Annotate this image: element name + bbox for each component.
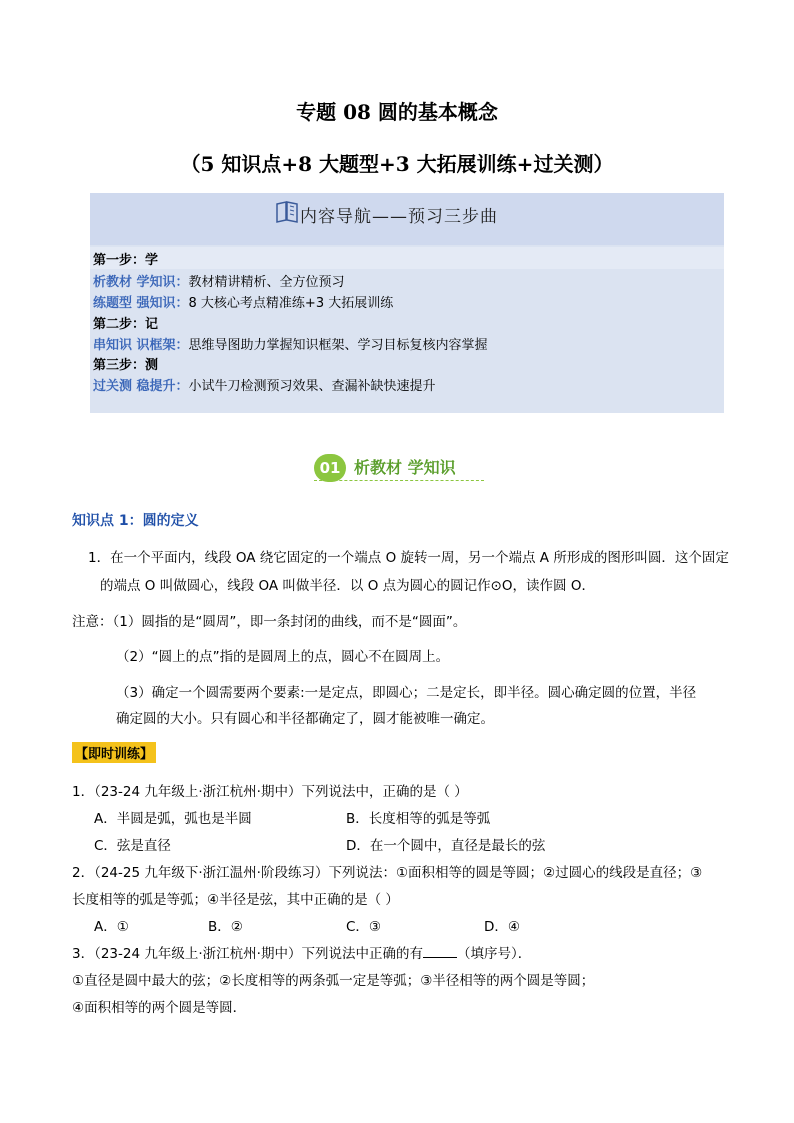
nav-row-4-text: 小试牛刀检测预习效果、查漏补缺快速提升: [188, 379, 436, 394]
nav-row-3-text: 思维导图助力掌握知识框架、学习目标复核内容掌握: [188, 338, 488, 353]
question-3-stem-post: （填序号）．: [456, 946, 532, 962]
step-3-label: 第三步：测: [93, 358, 159, 373]
nav-row-2-label: 练题型 强知识：: [93, 296, 189, 311]
question-1-option-d: D．在一个圆中，直径是最长的弦: [346, 838, 546, 854]
document-title: 专题 08 圆的基本概念: [296, 100, 498, 124]
nav-row-4-label: 过关测 稳提升：: [93, 379, 189, 394]
note-3-line-2: 确定圆的大小。只有圆心和半径都确定了，圆才能被唯一确定。: [116, 711, 494, 727]
question-2-option-a: A．①: [94, 919, 129, 935]
step-1-label: 第一步：学: [93, 253, 159, 268]
content-nav-band: [90, 247, 724, 269]
note-3-line-1: （3）确定一个圆需要两个要素:一是定点，即圆心；二是定长，即半径。圆心确定圆的位置，半径: [116, 685, 697, 701]
nav-row-2-text: 8 大核心考点精准练+3 大拓展训练: [188, 296, 394, 311]
answer-blank[interactable]: [423, 945, 457, 958]
question-1-stem: 1．（23-24 九年级上·浙江杭州·期中）下列说法中，正确的是（ ）: [72, 784, 468, 800]
nav-row-3-label: 串知识 识框架：: [93, 338, 189, 353]
nav-row-2: [93, 292, 393, 311]
definition-line-1: 1．在一个平面内，线段 OA 绕它固定的一个端点 O 旋转一周，另一个端点 A 所形成的图形叫圆．这个固定: [88, 550, 729, 566]
nav-row-1: [93, 271, 345, 290]
question-2-option-d: D．④: [484, 919, 520, 935]
question-3-stem: [72, 942, 531, 962]
question-3-line-2: ①直径是圆中最大的弦；②长度相等的两条弧一定是等弧；③半径相等的两个圆是等圆；: [72, 973, 595, 989]
question-3-line-3: ④面积相等的两个圆是等圆．: [72, 1000, 247, 1016]
question-2-stem-line-2: 长度相等的弧是等弧；④半径是弦，其中正确的是（ ）: [72, 892, 399, 908]
nav-row-4: [93, 375, 436, 394]
book-icon: [276, 200, 296, 222]
section-title: 析教材 学知识: [354, 458, 456, 477]
content-nav-title: 内容导航——预习三步曲: [300, 207, 498, 227]
question-2-stem-line-1: 2．（24-25 九年级下·浙江温州·阶段练习）下列说法：①面积相等的圆是等圆；②过圆心的线段是直径；③: [72, 865, 703, 881]
question-1-option-a: A．半圆是弧，弧也是半圆: [94, 811, 252, 827]
question-3-stem-pre: 3．（23-24 九年级上·浙江杭州·期中）下列说法中正确的有: [72, 946, 423, 962]
instant-practice-label: 【即时训练】: [72, 742, 156, 763]
nav-row-1-label: 析教材 学知识：: [93, 275, 189, 290]
question-2-option-b: B．②: [208, 919, 243, 935]
section-badge: 01: [314, 454, 346, 482]
step-2-label: 第二步：记: [93, 317, 159, 332]
nav-row-1-text: 教材精讲精析、全方位预习: [188, 275, 345, 290]
note-1: 注意：（1）圆指的是“圆周”，即一条封闭的曲线，而不是“圆面”。: [72, 614, 467, 630]
note-2: （2）“圆上的点”指的是圆周上的点，圆心不在圆周上。: [116, 649, 450, 665]
section-underline: [314, 480, 484, 481]
question-1-option-c: C．弦是直径: [94, 838, 171, 854]
question-2-option-c: C．③: [346, 919, 382, 935]
definition-line-2: 的端点 O 叫做圆心，线段 OA 叫做半径．以 O 点为圆心的圆记作⊙O，读作圆 O．: [100, 578, 595, 594]
nav-row-3: [93, 334, 488, 353]
document-subtitle: （5 知识点+8 大题型+3 大拓展训练+过关测）: [180, 152, 614, 176]
knowledge-point-title: 知识点 1：圆的定义: [72, 513, 199, 529]
question-1-option-b: B．长度相等的弧是等弧: [346, 811, 491, 827]
